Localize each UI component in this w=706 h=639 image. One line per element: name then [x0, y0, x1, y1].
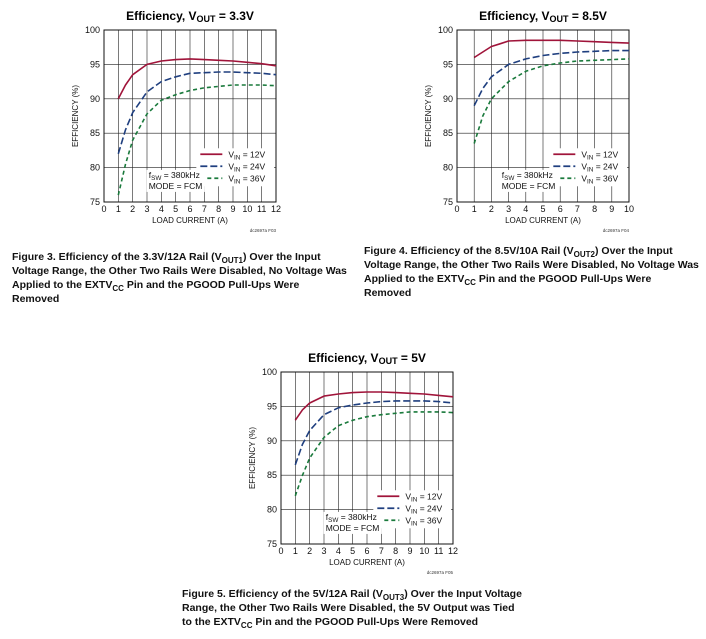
- y-tick-label: 85: [89, 128, 100, 139]
- x-tick-label: 4: [523, 204, 529, 214]
- y-tick-label: 80: [442, 162, 453, 173]
- x-tick-label: 4: [158, 204, 164, 214]
- y-tick-label: 80: [89, 162, 100, 173]
- y-axis-label: EFFICIENCY (%): [71, 84, 80, 148]
- x-tick-label: 10: [242, 204, 253, 214]
- y-tick-label: 90: [442, 93, 453, 104]
- x-tick-label: 11: [256, 204, 267, 214]
- y-tick-label: 75: [442, 197, 453, 207]
- y-tick-label: 95: [442, 59, 453, 70]
- series-line-2: [295, 412, 453, 496]
- chart-title: Efficiency, VOUT = 8.5V: [479, 9, 607, 25]
- chart-title: Efficiency, VOUT = 3.3V: [126, 9, 254, 25]
- x-tick-label: 6: [557, 204, 563, 214]
- y-tick-label: 90: [89, 93, 100, 104]
- x-tick-label: 1: [471, 204, 477, 214]
- legend-entry: VIN = 24V: [228, 161, 266, 173]
- x-tick-label: 10: [419, 546, 430, 556]
- y-tick-label: 80: [266, 504, 277, 515]
- x-tick-label: 5: [350, 546, 356, 556]
- figure-5-caption: Figure 5. Efficiency of the 5V/12A Rail $(V_{OUT3})$ Over the Input Voltage Range, the Other Two Rails Were Disabled, the 5V Output was Tied to the $EXTV_{CC}$ Pin and the PGOOD Pull-Ups Were Removed: [182, 588, 522, 631]
- legend-entry: VIN = 24V: [405, 503, 443, 515]
- chart-code: dc2697a F05: [426, 570, 453, 575]
- chart-code: dc2697a F03: [249, 228, 276, 233]
- y-axis-label: EFFICIENCY (%): [424, 84, 433, 148]
- x-tick-label: 8: [592, 204, 598, 214]
- y-tick-label: 85: [266, 470, 277, 481]
- x-tick-label: 1: [115, 204, 121, 214]
- x-tick-label: 1: [292, 546, 298, 556]
- x-tick-label: 11: [433, 546, 444, 556]
- x-axis-label: LOAD CURRENT (A): [505, 216, 581, 225]
- note-mode: MODE = FCM: [325, 522, 380, 533]
- x-tick-label: 10: [623, 204, 635, 214]
- y-tick-label: 90: [266, 435, 277, 446]
- x-tick-label: 9: [407, 546, 413, 556]
- x-tick-label: 3: [506, 204, 512, 214]
- x-tick-label: 7: [201, 204, 207, 214]
- y-tick-label: 100: [261, 367, 277, 377]
- x-tick-label: 2: [130, 204, 136, 214]
- chart-title: Efficiency, VOUT = 5V: [308, 351, 426, 367]
- x-tick-label: 2: [488, 204, 494, 214]
- x-tick-label: 5: [173, 204, 179, 214]
- x-tick-label: 0: [101, 204, 107, 214]
- x-tick-label: 8: [393, 546, 399, 556]
- x-tick-label: 3: [321, 546, 327, 556]
- x-tick-label: 3: [144, 204, 150, 214]
- note-fsw: fSW = 380kHz: [325, 511, 377, 524]
- y-tick-label: 100: [437, 25, 453, 35]
- legend-entry: VIN = 12V: [228, 149, 266, 161]
- figure-4-caption: Figure 4. Efficiency of the 8.5V/10A Rail $(V_{OUT2})$ Over the Input Voltage Range, the Other Two Rails Were Disabled, No Voltage Was Applied to the $EXTV_{CC}$ Pin and the PGOOD Pull-Ups Were Removed: [364, 245, 699, 299]
- legend-entry: VIN = 36V: [581, 173, 619, 185]
- legend-entry: VIN = 36V: [228, 173, 266, 185]
- x-tick-label: 12: [270, 204, 282, 214]
- x-tick-label: 6: [364, 546, 370, 556]
- x-tick-label: 12: [447, 546, 459, 556]
- legend-entry: VIN = 24V: [581, 161, 619, 173]
- plot-group: [248, 351, 458, 575]
- x-tick-label: 9: [609, 204, 615, 214]
- y-tick-label: 100: [84, 25, 100, 35]
- note-fsw: fSW = 380kHz: [501, 169, 553, 182]
- x-tick-label: 8: [216, 204, 222, 214]
- legend-entry: VIN = 12V: [405, 491, 443, 503]
- x-tick-label: 0: [454, 204, 460, 214]
- series-line-1: [295, 401, 453, 465]
- x-tick-label: 4: [335, 546, 341, 556]
- legend-entry: VIN = 12V: [581, 149, 619, 161]
- y-tick-label: 75: [89, 197, 100, 207]
- y-axis-label: EFFICIENCY (%): [248, 426, 257, 490]
- x-axis-label: LOAD CURRENT (A): [152, 216, 228, 225]
- x-axis-label: LOAD CURRENT (A): [329, 558, 405, 567]
- y-tick-label: 75: [266, 539, 277, 549]
- x-tick-label: 2: [307, 546, 313, 556]
- y-tick-label: 95: [266, 401, 277, 412]
- y-tick-label: 85: [442, 128, 453, 139]
- x-tick-label: 0: [278, 546, 284, 556]
- legend-entry: VIN = 36V: [405, 515, 443, 527]
- chart-code: dc2697a F04: [602, 228, 629, 233]
- x-tick-label: 9: [230, 204, 236, 214]
- x-tick-label: 5: [540, 204, 546, 214]
- x-tick-label: 6: [187, 204, 193, 214]
- note-mode: MODE = FCM: [148, 180, 203, 191]
- note-fsw: fSW = 380kHz: [148, 169, 200, 182]
- figure-3-caption: Figure 3. Efficiency of the 3.3V/12A Rail $(V_{OUT1})$ Over the Input Voltage Range, the Other Two Rails Were Disabled, No Voltage Was Applied to the $EXTV_{CC}$ Pin and the PGOOD Pull-Ups Were Removed: [12, 251, 347, 305]
- x-tick-label: 7: [378, 546, 384, 556]
- note-mode: MODE = FCM: [501, 180, 556, 191]
- x-tick-label: 7: [574, 204, 580, 214]
- y-tick-label: 95: [89, 59, 100, 70]
